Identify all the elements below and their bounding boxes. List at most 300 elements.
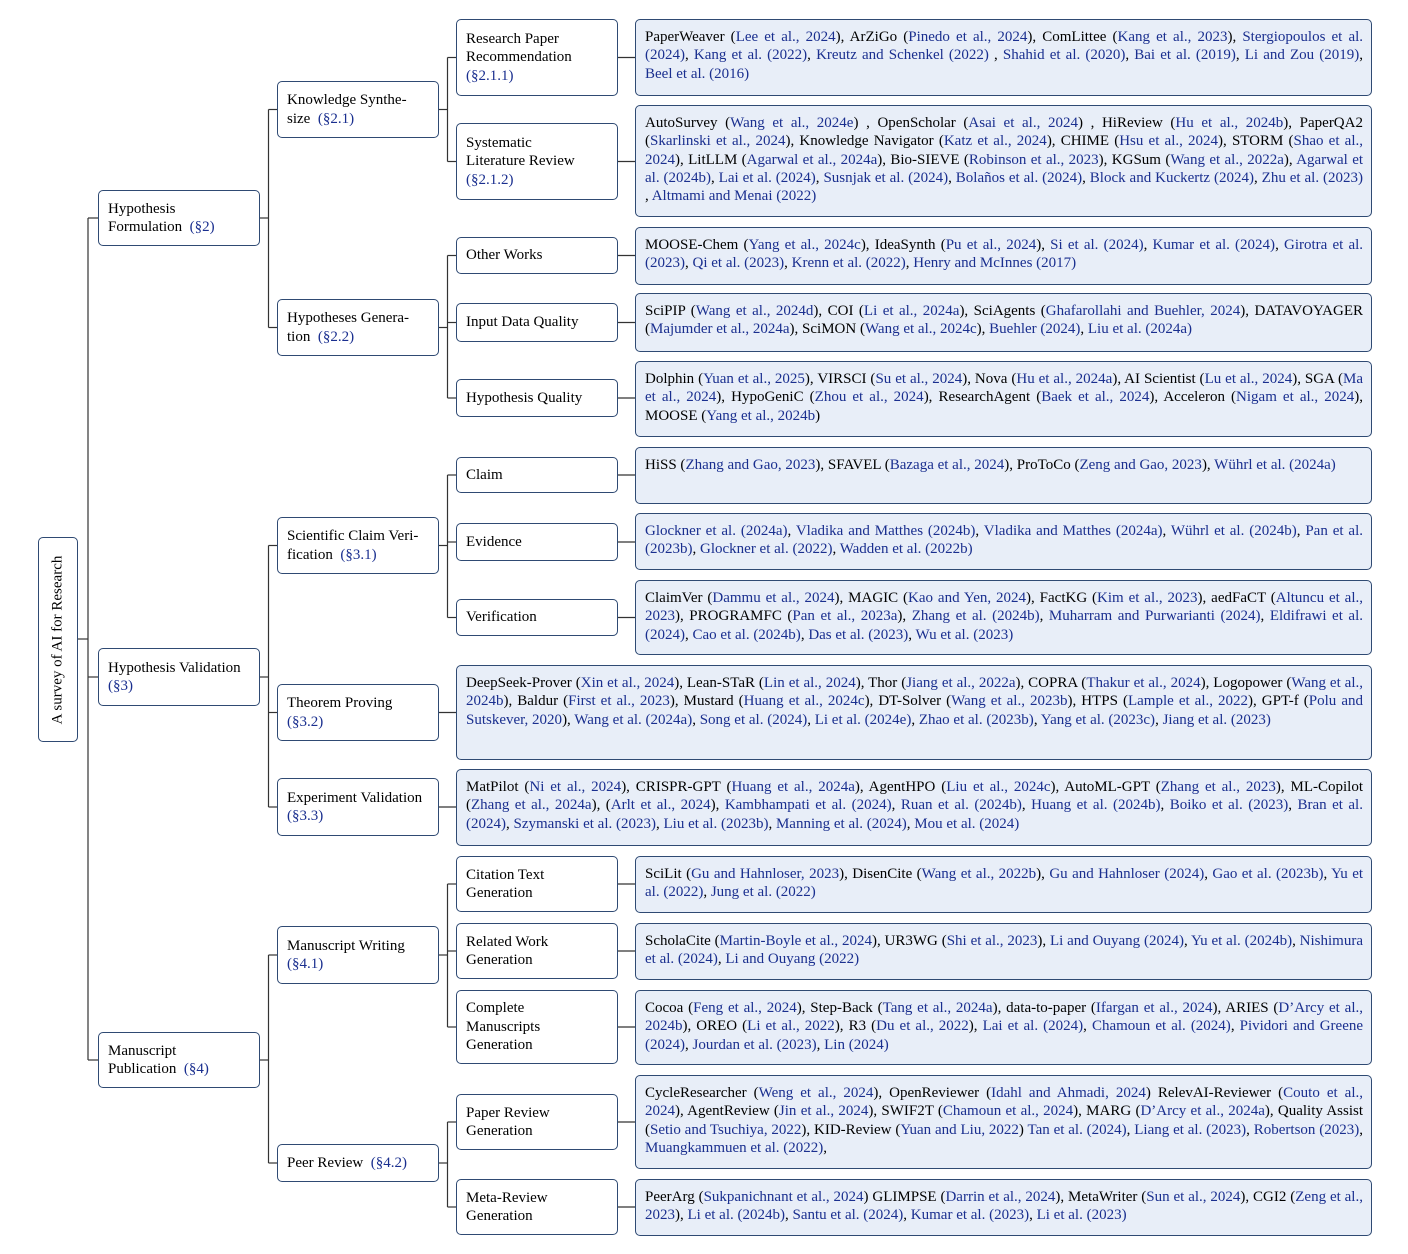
citation-link[interactable]: Wu et al. (2023) (915, 626, 1014, 643)
citation-link[interactable]: Polu and Sutskever, 2020 (466, 693, 1363, 728)
work-text: , (908, 626, 916, 643)
work-text: ), (675, 1207, 688, 1224)
node-label-line: Manuscript (108, 1042, 177, 1059)
citation-link[interactable]: Robertson (2023) (1253, 1121, 1360, 1138)
work-text: , (1021, 797, 1032, 814)
citation-link[interactable]: Baek et al., 2024 (1041, 389, 1150, 406)
citation-link[interactable]: Wang et al. (2024a) (574, 711, 693, 728)
citation-link[interactable]: Yu et al. (2022) (645, 866, 1364, 901)
work-text: , (768, 815, 776, 832)
work-text: ), SciAgents ( (959, 303, 1046, 319)
root-node (38, 537, 78, 742)
node-label-line: Publication (108, 1061, 181, 1077)
section-ref: (§4.1) (287, 956, 324, 972)
citation-link[interactable]: Das et al. (2023) (808, 626, 909, 643)
work-text: ), DT-Solver ( (864, 693, 952, 710)
work-text: ) , OpenScholar ( (853, 115, 969, 131)
citation-link[interactable]: Boiko et al. (2023) (1169, 797, 1289, 814)
citation-link[interactable]: Sukpanichnant et al., 2024 (703, 1189, 864, 1205)
work-text: , (1029, 1207, 1037, 1224)
citation-link[interactable]: Bai et al. (2019) (1134, 47, 1236, 64)
citation-link[interactable]: Yuan et al., 2025 (703, 371, 805, 387)
citation-link[interactable]: Bran et al. (2024) (466, 797, 1363, 832)
citation-link[interactable]: Ruan et al. (2024b) (900, 797, 1022, 814)
work-text: ), Step-Back ( (796, 1000, 883, 1016)
citation-link[interactable]: Agarwal et al., 2024a (746, 151, 878, 168)
citation-link[interactable]: Xin et al., 2024 (580, 675, 675, 691)
work-text: , (784, 255, 792, 272)
citation-link[interactable]: Muharram and Purwarianti (2024) (1048, 608, 1261, 625)
work-text: , (832, 541, 840, 558)
works-list-experiment-validation (456, 769, 1372, 846)
citation-link[interactable]: Li et al., 2024a (863, 303, 960, 319)
citation-link[interactable]: Mou et al. (2024) (914, 815, 1020, 832)
work-text: , (1359, 1121, 1364, 1138)
work-text: ScholaCite ( (645, 933, 720, 949)
node-label-line: fication (287, 546, 337, 563)
work-text: , (1235, 47, 1245, 64)
citation-link[interactable]: Huang et al., 2024c (743, 693, 865, 710)
citation-link[interactable]: Jourdan et al. (2023) (692, 1036, 817, 1053)
work-text: , (1125, 47, 1135, 64)
work-text: ), Thor ( (855, 675, 907, 691)
work-text: ), SGA ( (1292, 371, 1344, 387)
work-text: DeepSeek-Prover ( (466, 675, 581, 691)
citation-link[interactable]: Cao et al. (2024b) (692, 626, 801, 643)
citation-link[interactable]: Kim et al., 2023 (1097, 590, 1198, 606)
work-text: ), SFAVEL ( (815, 457, 890, 473)
work-text: ), OREO ( (682, 1018, 748, 1035)
work-text: ), ProToCo ( (1004, 457, 1080, 473)
citation-link[interactable]: Martin-Boyle et al., 2024 (719, 933, 872, 949)
node-label-line: Experiment Validation (287, 789, 423, 806)
node-label-line: Verification (466, 609, 537, 626)
citation-link[interactable]: Zhou et al., 2024 (814, 389, 924, 406)
work-text: , (692, 711, 700, 728)
citation-link[interactable]: Li and Zou (2019) (1244, 47, 1360, 64)
work-text: ), CRISPR-GPT ( (621, 779, 732, 795)
node-label-line: Hypothesis (108, 200, 176, 217)
citation-link[interactable]: Si et al. (2024) (1050, 237, 1144, 253)
work-text: ), STORM ( (1218, 133, 1294, 150)
citation-link[interactable]: Dammu et al., 2024 (712, 590, 835, 606)
work-text: PeerArg ( (645, 1189, 704, 1205)
work-text: HiSS ( (645, 457, 686, 473)
topic-node-systematic-literature-review (456, 123, 618, 200)
citation-link[interactable]: Pu et al., 2024 (945, 237, 1037, 253)
work-text: ) , HiReview ( (1077, 115, 1176, 131)
topic-node-input-data-quality (456, 303, 618, 342)
work-text: ), ResearchAgent ( (923, 389, 1042, 406)
work-text: ), AgentHPO ( (854, 779, 947, 795)
work-text: ), aedFaCT ( (1197, 590, 1276, 606)
node-label-line: Paper Review (466, 1104, 550, 1121)
citation-link[interactable]: Hu et al., 2024b (1175, 115, 1284, 131)
citation-link[interactable]: Thakur et al., 2024 (1086, 675, 1201, 691)
work-text: , (1359, 47, 1364, 64)
citation-link[interactable]: Jin et al., 2024 (778, 1103, 869, 1120)
node-label-line: Theorem Proving (287, 695, 393, 711)
node-label-line: Manuscripts (466, 1018, 541, 1035)
work-text: ), Knowledge Navigator ( (785, 133, 944, 150)
subcategory-node-manuscript-writing (277, 926, 439, 984)
work-text: MatPilot ( (466, 779, 530, 795)
topic-node-verification (456, 599, 618, 636)
citation-link[interactable]: Liu et al. (2023b) (663, 815, 769, 832)
work-text: ), (710, 797, 725, 814)
citation-link[interactable]: Weng et al., 2024 (758, 1085, 874, 1101)
citation-link[interactable]: Glockner et al. (2024a) (645, 523, 788, 539)
citation-link[interactable]: Darrin et al., 2024 (945, 1189, 1056, 1205)
citation-link[interactable]: Robinson et al., 2023 (968, 151, 1099, 168)
citation-link[interactable]: Feng et al., 2024 (693, 1000, 797, 1016)
work-text: ), data-to-paper ( (992, 1000, 1096, 1016)
citation-link[interactable]: Manning et al. (2024) (775, 815, 907, 832)
work-text: ), DATAVOYAGER ( (645, 303, 1363, 338)
citation-link[interactable]: Susnjak et al. (2024) (823, 169, 949, 186)
citation-link[interactable]: Agarwal et al. (2024b) (645, 151, 1364, 186)
work-text: , (1292, 933, 1300, 949)
section-ref: (§2.1) (314, 110, 355, 127)
citation-link[interactable]: Yang et al. (2023c) (1040, 711, 1156, 728)
work-text: ), MAGIC ( (834, 590, 909, 606)
work-text: , (948, 169, 956, 186)
work-text: ), MetaWriter ( (1055, 1189, 1147, 1205)
work-text: , (975, 523, 984, 539)
work-text: ), ComLittee ( (1027, 29, 1118, 45)
work-text: ), (1037, 933, 1050, 949)
work-text: ), Logopower ( (1200, 675, 1292, 691)
citation-link[interactable]: Wührl et al. (2024b) (1170, 523, 1297, 539)
work-text: , (1254, 169, 1262, 186)
work-text: ), (1036, 237, 1051, 253)
node-label-line: Generation (466, 1123, 533, 1139)
citation-link[interactable]: Liu et al., 2024c (946, 779, 1051, 795)
citation-link[interactable]: Wang et al., 2024e (730, 115, 854, 131)
node-label-line: size (287, 110, 315, 127)
citation-link[interactable]: Muangkammuen et al. (2022) (645, 1139, 824, 1156)
work-text: , (1323, 866, 1332, 882)
citation-link[interactable]: Li et al. (2024b) (687, 1207, 785, 1224)
topic-node-evidence (456, 523, 618, 561)
citation-link[interactable]: Tan et al. (2024) (1027, 1121, 1127, 1138)
citation-link[interactable]: Wang et al., 2023b (951, 693, 1068, 710)
citation-link[interactable]: Su et al., 2024 (875, 371, 963, 387)
work-text: , (1155, 711, 1163, 728)
citation-link[interactable]: Kang et al., 2023 (1117, 29, 1228, 45)
citation-link[interactable]: Zeng et al., 2023 (645, 1189, 1363, 1224)
citation-link[interactable]: Zhu et al. (2023) (1261, 169, 1363, 186)
work-text: ), Mustard ( (669, 693, 744, 710)
citation-link[interactable]: Shao et al., 2024 (645, 133, 1363, 168)
work-text: , (1183, 933, 1191, 949)
citation-link[interactable]: Kang et al. (2022) (693, 47, 808, 64)
citation-link[interactable]: Huang et al. (2024b) (1031, 797, 1161, 814)
work-text: ), (968, 1018, 983, 1035)
topic-node-other-works (456, 237, 618, 274)
citation-link[interactable]: Du et al., 2022 (876, 1018, 969, 1035)
subcategory-node-theorem-proving (277, 684, 439, 741)
citation-link[interactable]: Song et al. (2024) (699, 711, 808, 728)
node-label-line: Hypothesis Validation (108, 659, 241, 676)
work-text: ), HTPS ( (1067, 693, 1128, 710)
work-text: , (1143, 237, 1153, 253)
work-text: ) (1018, 1121, 1028, 1138)
work-text: ), Quality Assist ( (645, 1103, 1363, 1138)
citation-link[interactable]: Li et al. (2023) (1036, 1207, 1127, 1224)
citation-link[interactable]: Bolaños et al. (2024) (955, 169, 1083, 186)
node-label-line: Generation (466, 1037, 533, 1054)
citation-link[interactable]: Lin et al., 2024 (763, 675, 856, 691)
citation-link[interactable]: Skarlinski et al., 2024 (650, 133, 786, 150)
work-text: ), IdeaSynth ( (860, 237, 946, 253)
citation-link[interactable]: Block and Kuckertz (2024) (1089, 169, 1254, 186)
citation-link[interactable]: D’Arcy et al., 2024a (1140, 1103, 1265, 1120)
citation-link[interactable]: Gu and Hahnloser, 2023 (691, 866, 840, 882)
citation-link[interactable]: Lee et al., 2024 (735, 29, 836, 45)
subcategory-node-peer-review (277, 1144, 439, 1182)
citation-link[interactable]: Gao et al. (2023b) (1212, 866, 1324, 882)
work-text: ), R3 ( (834, 1018, 877, 1035)
node-label-line: Generation (466, 885, 533, 901)
citation-link[interactable]: Vladika and Matthes (2024b) (795, 523, 976, 539)
citation-link[interactable]: Ni et al., 2024 (529, 779, 622, 795)
citation-link[interactable]: Wang et al., 2024b (466, 675, 1363, 710)
citation-link[interactable]: Jung et al. (2022) (710, 884, 816, 901)
citation-link[interactable]: Yang et al., 2024b (706, 407, 816, 424)
citation-link[interactable]: Ghafarollahi and Buehler, 2024 (1045, 303, 1241, 319)
work-text: ), VIRSCI ( (804, 371, 876, 387)
citation-link[interactable]: Majumder et al., 2024a (650, 321, 790, 338)
citation-link[interactable]: Gu and Hahnloser (2024) (1049, 866, 1205, 882)
subcategory-node-experiment-validation (277, 778, 439, 836)
citation-link[interactable]: Krenn et al. (2022) (791, 255, 906, 272)
citation-link[interactable]: Santu et al. (2024) (792, 1207, 904, 1224)
citation-link[interactable]: Yu et al. (2024b) (1191, 933, 1293, 949)
citation-link[interactable]: Altuncu et al., 2023 (645, 590, 1364, 625)
citation-link[interactable]: Kumar et al. (2024) (1152, 237, 1276, 253)
node-label-line: Hypothesis Quality (466, 389, 583, 406)
node-label-line: Generation (466, 952, 533, 968)
citation-link[interactable]: Zhang and Gao, 2023 (685, 457, 816, 473)
citation-link[interactable]: Asai et al., 2024 (968, 115, 1078, 131)
work-text: ), ARIES ( (1212, 1000, 1279, 1016)
work-text: , (988, 47, 1003, 64)
work-text: ), ( (591, 797, 611, 814)
citation-link[interactable]: Li and Ouyang (2022) (725, 951, 860, 968)
citation-link[interactable]: Idahl and Ahmadi, 2024 (991, 1085, 1146, 1101)
topic-node-complete-manuscripts-generation (456, 990, 618, 1064)
works-list-claim (635, 447, 1372, 504)
section-ref: (§3.2) (287, 713, 324, 730)
work-text: ), COI ( (813, 303, 864, 319)
works-list-citation-text-generation (635, 856, 1372, 913)
work-text: , (1288, 797, 1298, 814)
citation-link[interactable]: Qi et al. (2023) (692, 255, 785, 272)
citation-link[interactable]: Szymanski et al. (2023) (513, 815, 656, 832)
works-list-input-data-quality (635, 293, 1372, 352)
work-text: ), ML-Copilot ( (466, 779, 1363, 814)
citation-link[interactable]: Sun et al., 2024 (1146, 1189, 1241, 1205)
node-label-line: Scientific Claim Veri- (287, 528, 419, 544)
work-text: , (903, 1207, 911, 1224)
work-text: Dolphin ( (645, 371, 704, 387)
work-text: ), (897, 608, 912, 625)
topic-node-related-work-generation (456, 923, 618, 979)
work-text: , (1083, 1018, 1092, 1035)
citation-link[interactable]: Katz et al., 2024 (943, 133, 1047, 150)
citation-link[interactable]: Lample et al., 2022 (1127, 693, 1249, 710)
citation-link[interactable]: Pan et al. (2023b) (645, 523, 1363, 558)
citation-link[interactable]: Lu et al., 2024 (1204, 371, 1293, 387)
work-text: , (787, 523, 796, 539)
citation-link[interactable]: Huang et al., 2024a (731, 779, 855, 795)
citation-link[interactable]: Pinedo et al., 2024 (908, 29, 1028, 45)
citation-link[interactable]: Kumar et al. (2023) (910, 1207, 1030, 1224)
citation-link[interactable]: Setio and Tsuchiya, 2022 (650, 1121, 802, 1138)
citation-link[interactable]: Girotra et al. (2023) (645, 237, 1364, 272)
citation-link[interactable]: Kao and Yen, 2024 (908, 590, 1027, 606)
citation-link[interactable]: Kreutz and Schenkel (2022) (816, 47, 989, 64)
citation-link[interactable]: Eldifrawi et al. (2024) (645, 608, 1364, 643)
citation-link[interactable]: Wang et al., 2024c (864, 321, 977, 338)
citation-link[interactable]: Jiang et al. (2023) (1162, 711, 1271, 728)
citation-link[interactable]: Zeng and Gao, 2023 (1079, 457, 1202, 473)
work-text: ), PaperQA2 ( (645, 115, 1363, 150)
work-text: ), MOOSE ( (645, 389, 1363, 424)
work-text: , (905, 255, 914, 272)
work-text: ), AI Scientist ( (1112, 371, 1205, 387)
citation-link[interactable]: Yang et al., 2024c (748, 237, 861, 253)
work-text: , (655, 815, 664, 832)
work-text: , (645, 188, 652, 205)
work-text: , (692, 541, 700, 558)
work-text: , (784, 1207, 793, 1224)
work-text: , (815, 169, 824, 186)
citation-link[interactable]: Zhang et al., 2024a (471, 797, 592, 814)
citation-link[interactable]: Chamoun et al., 2024 (942, 1103, 1074, 1120)
citation-link[interactable]: Pividori and Greene (2024) (645, 1018, 1364, 1053)
citation-link[interactable]: Wang et al., 2024d (695, 303, 814, 319)
work-text: ), SWIF2T ( (868, 1103, 943, 1120)
work-text: ), Bio-SIEVE ( (877, 151, 969, 168)
work-text: , (911, 711, 919, 728)
citation-link[interactable]: Jiang et al., 2022a (906, 675, 1016, 691)
work-text: , (823, 1139, 828, 1156)
work-text: ) GLIMPSE ( (863, 1189, 946, 1205)
work-text: ), HypoGeniC ( (716, 389, 815, 406)
work-text: Cocoa ( (645, 1000, 694, 1016)
work-text: , (1160, 797, 1170, 814)
node-label-line: Citation Text (466, 866, 545, 883)
work-text: , (891, 797, 901, 814)
citation-link[interactable]: Altmami and Menai (2022) (651, 188, 817, 205)
work-text: , (1082, 169, 1090, 186)
citation-link[interactable]: Zhang et al., 2023 (1160, 779, 1276, 795)
citation-link[interactable]: Li and Ouyang (2024) (1049, 933, 1184, 949)
citation-link[interactable]: Tang et al., 2024a (882, 1000, 993, 1016)
citation-link[interactable]: Yuan and Liu, 2022 (900, 1121, 1019, 1138)
citation-link[interactable]: D’Arcy et al., 2024b (645, 1000, 1363, 1035)
citation-link[interactable]: Nigam et al., 2024 (1236, 389, 1355, 406)
citation-link[interactable]: Hu et al., 2024a (1016, 371, 1113, 387)
citation-link[interactable]: Ma et al., 2024 (645, 371, 1364, 406)
citation-link[interactable]: Couto et al., 2024 (645, 1085, 1363, 1120)
work-text: ), Acceleron ( (1149, 389, 1237, 406)
citation-link[interactable]: Pan et al., 2023a (792, 608, 898, 625)
work-text: , (506, 815, 514, 832)
citation-link[interactable]: Wührl et al. (2024a) (1214, 457, 1336, 473)
works-list-evidence (635, 513, 1372, 570)
citation-link[interactable]: Shi et al., 2023 (946, 933, 1038, 949)
node-label-line: Evidence (466, 533, 522, 550)
citation-link[interactable]: Vladika and Matthes (2024a) (983, 523, 1163, 539)
citation-link[interactable]: Lin (2024) (824, 1036, 889, 1053)
work-text: SciPIP ( (645, 303, 696, 319)
citation-link[interactable]: Stergiopoulos et al. (2024) (645, 29, 1364, 64)
citation-link[interactable]: Arlt et al., 2024 (610, 797, 711, 814)
work-text: , (685, 47, 694, 64)
citation-link[interactable]: Nishimura et al. (2024) (645, 933, 1363, 968)
work-text: ClaimVer ( (645, 590, 713, 606)
citation-link[interactable]: Zhang et al. (2024b) (911, 608, 1040, 625)
citation-link[interactable]: Hsu et al., 2024 (1119, 133, 1219, 150)
citation-link[interactable]: Wadden et al. (2022b) (839, 541, 973, 558)
citation-link[interactable]: Henry and McInnes (2017) (913, 255, 1077, 272)
citation-link[interactable]: Liang et al. (2023) (1134, 1121, 1247, 1138)
citation-link[interactable]: Lai et al. (2024) (718, 169, 816, 186)
topic-node-citation-text-generation (456, 856, 618, 912)
section-ref: (§2) (185, 219, 215, 235)
citation-link[interactable]: Wang et al., 2022a (1170, 151, 1284, 168)
work-text: , (1230, 1018, 1240, 1035)
citation-link[interactable]: Kambhampati et al. (2024) (724, 797, 892, 814)
citation-link[interactable]: Glockner et al. (2022) (700, 541, 833, 558)
work-text: ), COPRA ( (1015, 675, 1087, 691)
citation-link[interactable]: Li et al., 2022 (747, 1018, 835, 1035)
citation-link[interactable]: Lai et al. (2024) (982, 1018, 1084, 1035)
work-text: ), KGSum ( (1098, 151, 1171, 168)
section-ref: (§3.1) (336, 546, 377, 563)
work-text: ), CHIME ( (1046, 133, 1120, 150)
topic-node-research-paper-recommendation (456, 19, 618, 96)
work-text: ) (815, 407, 821, 424)
citation-link[interactable]: Chamoun et al. (2024) (1091, 1018, 1231, 1035)
citation-link[interactable]: Wang et al., 2022b (921, 866, 1037, 882)
citation-link[interactable]: Beel et al. (2016) (645, 65, 750, 82)
section-ref: (§3) (108, 678, 133, 694)
citation-link[interactable]: Liu et al. (2024a) (1087, 321, 1193, 338)
citation-link[interactable]: Bazaga et al., 2024 (889, 457, 1005, 473)
work-text: ), ArZiGo ( (835, 29, 909, 45)
citation-link[interactable]: Buehler (2024) (989, 321, 1081, 338)
work-text: ), (1283, 151, 1297, 168)
subcategory-node-knowledge-synthe-size (277, 81, 439, 138)
citation-link[interactable]: Li et al. (2024e) (814, 711, 912, 728)
node-label-line: Input Data Quality (466, 314, 579, 331)
citation-link[interactable]: Ifargan et al., 2024 (1095, 1000, 1213, 1016)
work-text: ), (1227, 29, 1243, 45)
section-ref: (§2.1.2) (466, 171, 514, 188)
work-text: ), OpenReviewer ( (873, 1085, 992, 1101)
citation-link[interactable]: Shahid et al. (2020) (1002, 47, 1126, 64)
work-text: ), KID-Review ( (801, 1121, 901, 1138)
citation-link[interactable]: Zhao et al. (2023b) (918, 711, 1034, 728)
citation-link[interactable]: First et al., 2023 (568, 693, 670, 710)
node-label-line: Literature Review (466, 153, 575, 170)
work-text: , (1162, 523, 1171, 539)
work-text: ), AgentReview ( (675, 1103, 779, 1120)
